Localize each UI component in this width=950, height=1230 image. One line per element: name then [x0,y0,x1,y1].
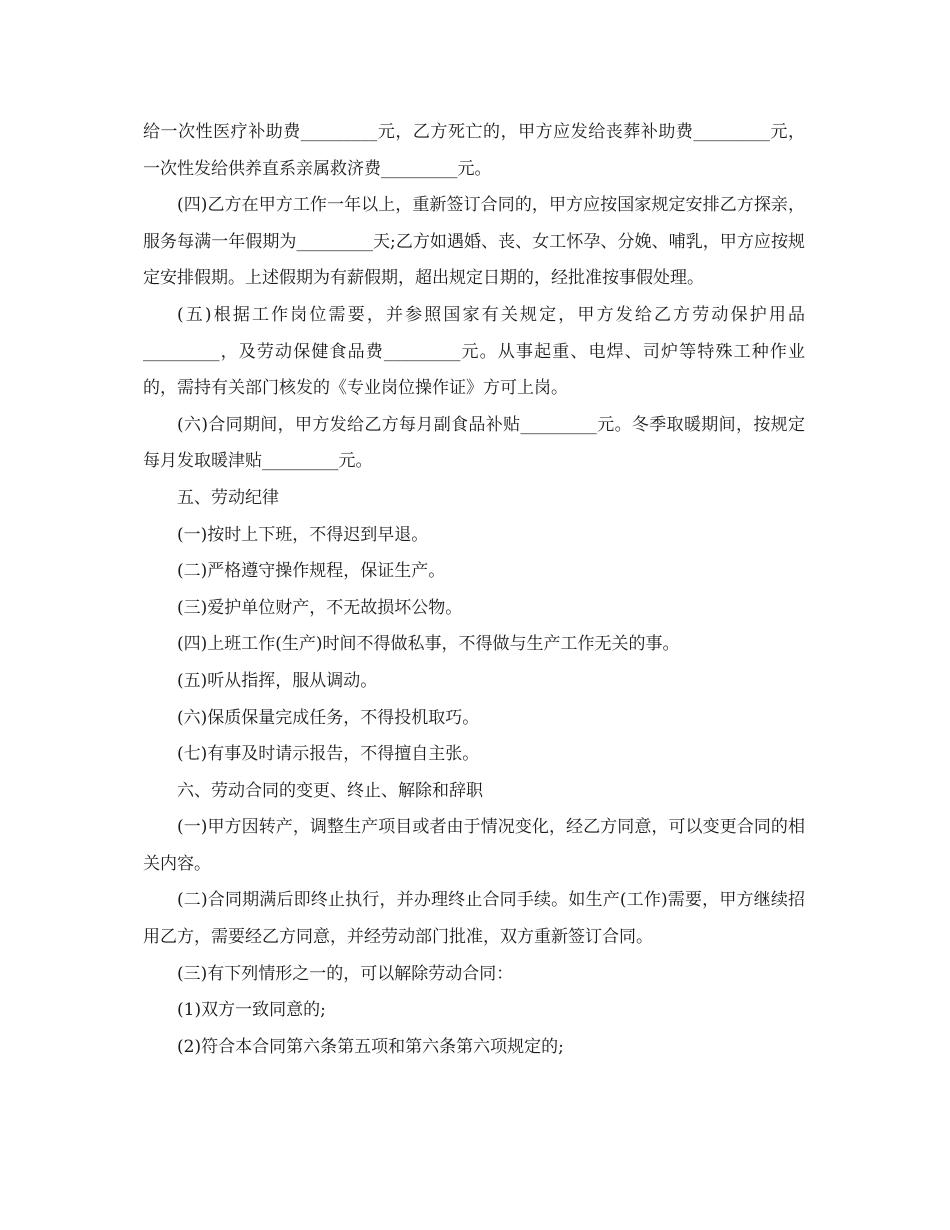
paragraph-home-leave: (四)乙方在甲方工作一年以上，重新签订合同的，甲方应按国家规定安排乙方探亲，服务每满一年假期为_________天;乙方如遇婚、丧、女工怀孕、分娩、哺乳，甲方应按规定安排假期。上述假期为有薪假期，超出规定日期的，经批准按事假处理。 [143,195,805,289]
termination-condition-2: (2)符合本合同第六条第五项和第六条第六项规定的; [177,1036,564,1057]
discipline-item-7: (七)有事及时请示报告，不得擅自主张。 [177,744,480,765]
paragraph-protective-supplies: (五)根据工作岗位需要，并参照国家有关规定，甲方发给乙方劳动保护用品_________，及劳动保健食品费_________元。从事起重、电焊、司炉等特殊工种作业的，需持有关部门核发的《专业岗位操作证》方可上岗。 [143,304,805,399]
discipline-item-5: (五)听从指挥，服从调动。 [177,670,378,691]
discipline-item-2: (二)严格遵守操作规程，保证生产。 [177,561,446,582]
discipline-item-6: (六)保质保量完成任务，不得投机取巧。 [177,707,480,728]
termination-condition-1: (1)双方一致同意的; [177,1000,326,1021]
discipline-item-4: (四)上班工作(生产)时间不得做私事，不得做与生产工作无关的事。 [177,634,680,655]
contract-change-item-1: (一)甲方因转产，调整生产项目或者由于情况变化，经乙方同意，可以变更合同的相关内容。 [143,817,805,874]
contract-change-item-3: (三)有下列情形之一的，可以解除劳动合同： [177,963,514,984]
document-body [143,114,805,1065]
contract-change-item-2: (二)合同期满后即终止执行，并办理终止合同手续。如生产(工作)需要，甲方继续招用乙方，需要经乙方同意，并经劳动部门批准，双方重新签订合同。 [143,890,805,948]
discipline-item-3: (三)爱护单位财产，不无故损坏公物。 [177,597,463,618]
section-heading-labor-discipline: 五、劳动纪律 [177,487,279,508]
paragraph-medical-funeral-subsidy: 给一次性医疗补助费_________元，乙方死亡的，甲方应发给丧葬补助费_________元，一次性发给供养直系亲属救济费_________元。 [143,122,805,179]
section-heading-contract-changes: 六、劳动合同的变更、终止、解除和辞职 [177,780,483,801]
discipline-item-1: (一)按时上下班，不得迟到早退。 [177,524,429,545]
paragraph-food-heating-allowance: (六)合同期间，甲方发给乙方每月副食品补贴_________元。冬季取暖期间，按规定每月发取暖津贴_________元。 [143,414,805,472]
